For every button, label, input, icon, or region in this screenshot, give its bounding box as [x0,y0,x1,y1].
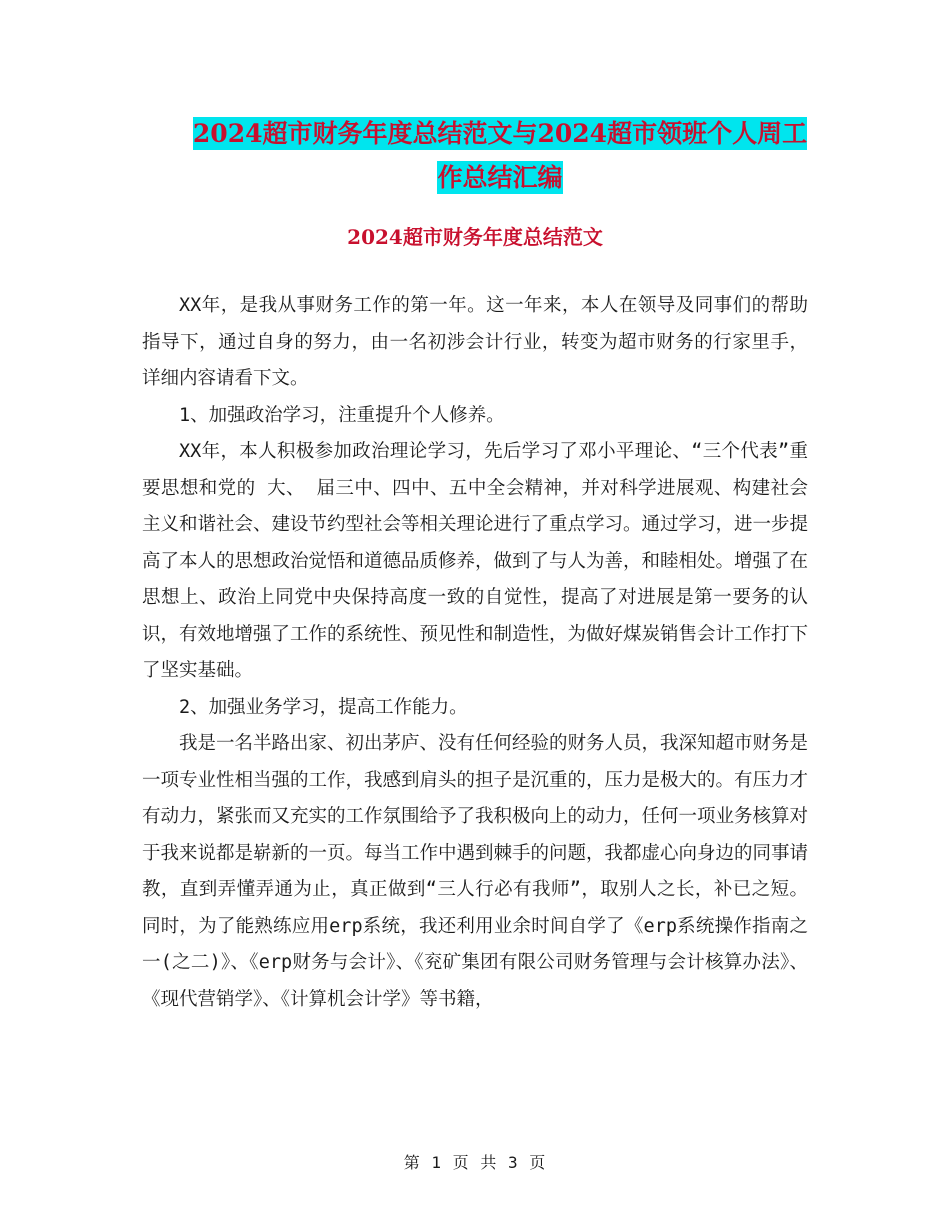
paragraph-intro: XX年，是我从事财务工作的第一年。这一年来，本人在领导及同事们的帮助指导下，通过自身的努力，由一名初涉会计行业，转变为超市财务的行家里手， 详细内容请看下文。 [142,295,808,389]
paragraph-political-study: XX年，本人积极参加政治理论学习，先后学习了邓小平理论、“三个代表”重要思想和党的 大、 届三中、四中、五中全会精神，并对科学进展观、构建社会主义和谐社会、建设节约型社会等相关理论进行了重点学习。通过学习，进一步提高了本人的思想政治觉悟和道德品质修养，做到了与人为善，和睦相处。增强了在思想上、政治上同党中央保持高度一致的自觉性，提高了对进展是第一要务的认识，有效地增强了工作的系统性、预见性和制造性，为做好煤炭销售会计工作打下了坚实基础。 [142,441,809,681]
paragraph-business-study: 我是一名半路出家、初出茅庐、没有任何经验的财务人员，我深知超市财务是一项专业性相当强的工作，我感到肩头的担子是沉重的，压力是极大的。有压力才有动力，紧张而又充实的工作氛围给予了我积极向上的动力，任何一项业务核算对于我来说都是崭新的一页。每当工作中遇到棘手的问题，我都虚心向身边的同事请教，直到弄懂弄通为止，真正做到“三人行必有我师”，取别人之长，补已之短。同时，为了能熟练应用erp系统，我还利用业余时间自学了《erp系统操作指南之一(之二)》、《erp财务与会计》、《兖矿集团有限公司财务管理与会计核算办法》、《现代营销学》、《计算机会计学》等书籍， [142,733,809,1010]
document-body [142,288,808,1018]
title-line-2: 作总结汇编 [437,163,563,192]
section-title: 2024超市财务年度总结范文 [347,225,603,249]
paragraph-heading-1: 1、加强政治学习，注重提升个人修养。 [179,404,505,426]
page-footer: 第 1 页 共 3 页 [403,1153,547,1172]
title-line-1: 2024超市财务年度总结范文与2024超市领班个人周工 [192,119,808,148]
document-title [140,112,860,200]
paragraph-heading-2: 2、加强业务学习，提高工作能力。 [179,696,468,718]
